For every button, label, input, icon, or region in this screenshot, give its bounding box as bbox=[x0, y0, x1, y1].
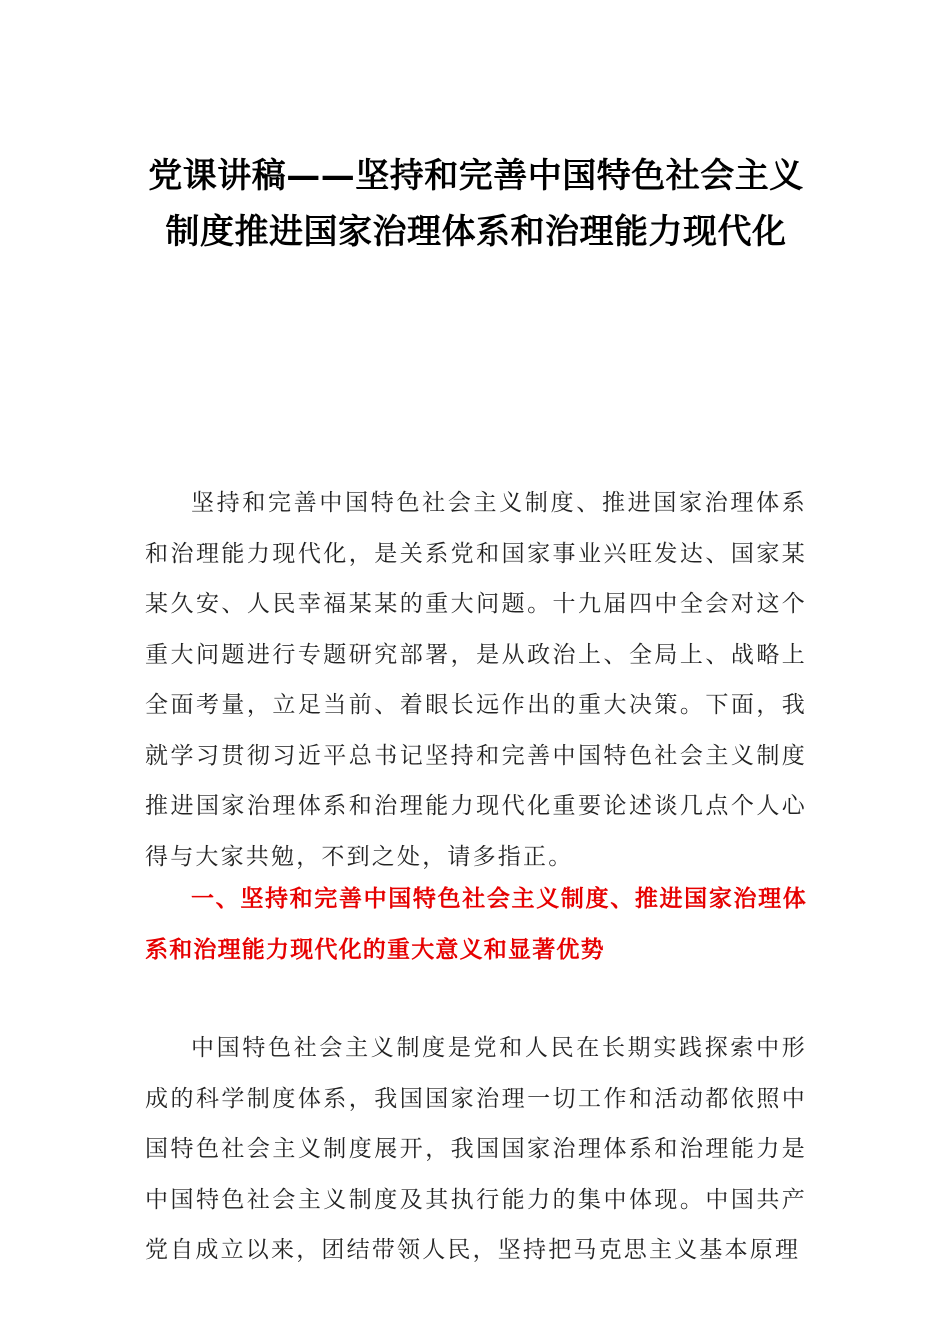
document-title: 党课讲稿——坚持和完善中国特色社会主义制度推进国家治理体系和治理能力现代化 bbox=[148, 156, 804, 252]
section-heading-1: 一、坚持和完善中国特色社会主义制度、推进国家治理体系和治理能力现代化的重大意义和显著优势 bbox=[145, 886, 807, 963]
section-1-paragraph: 中国特色社会主义制度是党和人民在长期实践探索中形成的科学制度体系，我国国家治理一切工作和活动都依照中国特色社会主义制度展开，我国国家治理体系和治理能力是中国特色社会主义制度及其执行能力的集中体现。中国共产党自成立以来，团结带领人民，坚持把马克思主义基本原理 bbox=[145, 1035, 807, 1263]
intro-paragraph: 坚持和完善中国特色社会主义制度、推进国家治理体系和治理能力现代化，是关系党和国家事业兴旺发达、国家某某久安、人民幸福某某的重大问题。十九届四中全会对这个重大问题进行专题研究部署，是从政治上、全局上、战略上全面考量，立足当前、着眼长远作出的重大决策。下面，我就学习贯彻习近平总书记坚持和完善中国特色社会主义制度推进国家治理体系和治理能力现代化重要论述谈几点个人心得与大家共勉，不到之处，请多指正。 bbox=[145, 490, 807, 870]
